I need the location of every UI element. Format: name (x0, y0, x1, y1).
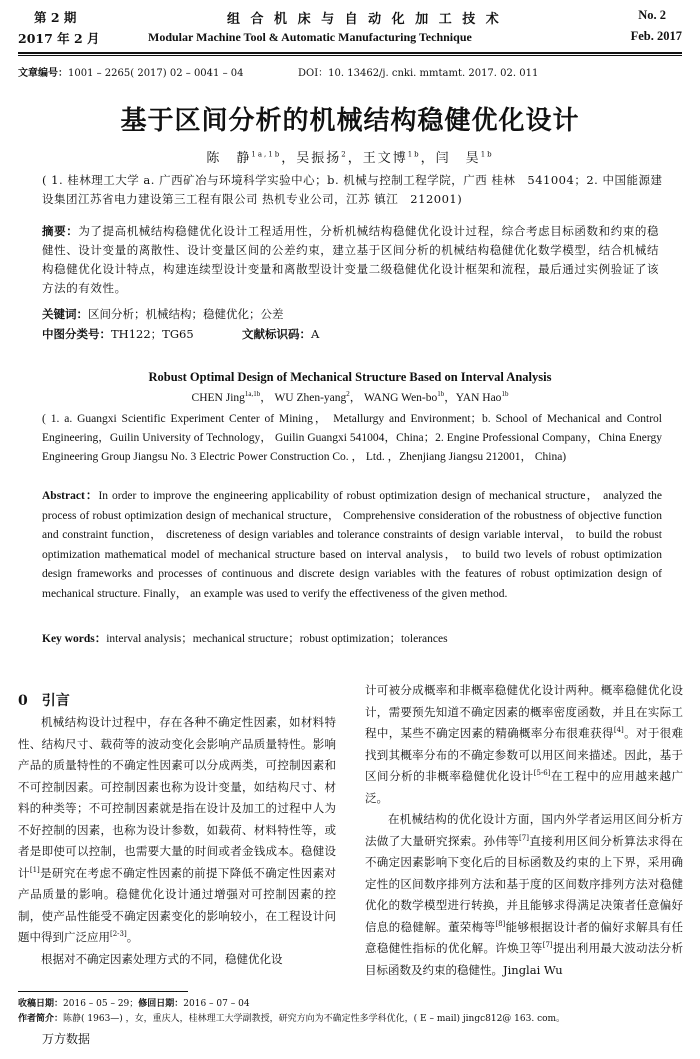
citation: [7] (542, 941, 553, 950)
footnote-author (18, 1011, 565, 1024)
keywords-en-text: interval analysis；mechanical structure；robust optimization；tolerances (106, 633, 448, 645)
citation: [4] (613, 726, 624, 735)
clc-value: TH122；TG65 (111, 327, 194, 341)
article-number-value: 1001 – 2265( 2017) 02 – 0041 – 04 (68, 68, 244, 79)
body-paragraph: 计可被分成概率和非概率稳健优化设计两种。概率稳健优化设计，需要预先知道不确定因素的概率密度函数，并且在实际工程中，某些不确定因素的精确概率分布很难获得[4]。对于很难找到其概率分布的不确定参数可以用区间来描述。因此，基于区间分析的非概率稳健优化设计[5-6]在工程中的应用越来越广泛。 (365, 683, 684, 805)
author-info-text: 陈静( 1963—) ，女，重庆人，桂林理工大学副教授，研究方向为不确定性多学科优化，( E – mail) jingc812@ 163. com。 (63, 1014, 566, 1024)
citation: [1] (29, 865, 40, 874)
abstract-en-label: Abstract： (42, 490, 99, 502)
affiliations-cn: ( 1. 桂林理工大学 a. 广西矿冶与环境科学实验中心；b. 机械与控制工程学院，广西 桂林 541004；2. 中国能源建设集团江苏省电力建设第三工程有限公司 热机专业公司，江苏 镇江 212001) (42, 173, 663, 206)
abstract-cn-label: 摘要： (42, 224, 79, 238)
section-heading-introduction: 0 引言 (18, 693, 70, 709)
authors-en (0, 389, 700, 405)
header-issue-cn: 第 2 期 (34, 10, 77, 25)
revised-label: 修回日期： (138, 999, 184, 1009)
author-en-3: WANG Wen-$bo^{1b}$， (363, 390, 456, 404)
document-code (242, 326, 319, 342)
article-number (18, 64, 243, 79)
keywords-en (42, 630, 662, 646)
author-en-1: CHEN Jing$^{1a,1b}$， (191, 390, 275, 404)
citation: [7] (519, 833, 529, 842)
footnote-rule (18, 991, 188, 992)
author-cn-3: 王文博$^{1b}$， (362, 150, 436, 166)
citation: [5-6] (533, 769, 551, 778)
keywords-cn-text: 区间分析；机械结构；稳健优化；公差 (88, 307, 284, 321)
header-rule-thick (18, 52, 682, 54)
received-date: 2016 – 05 – 29； (63, 999, 139, 1009)
body-paragraph: 在机械结构的优化设计方面，国内外学者运用区间分析方法做了大量研究探索。孙伟等[7]直接利用区间分析算法求得在不确定因素影响下变化后的目标函数及约束的上下界，采用确定性的区间数序排列方法和基于度的区间数序排列方法对稳健优化的数学模型进行转换，并且能够求得满足决策者任意偏好信息的稳健解。董荣梅等[8]能够根据设计者的偏好求解具有任意稳健性指标的优化解。许焕卫等[7]提出利用最大波动法分析目标函数及约束的稳健性。Jinglai Wu (365, 812, 684, 977)
document-code-label: 文献标识码： (242, 327, 311, 341)
author-cn-4: 闫 昊$^{1b}$ (435, 150, 494, 166)
clc-label: 中图分类号： (42, 327, 111, 341)
abstract-cn-text: 为了提高机械结构稳健优化设计工程适用性，分析机械结构稳健优化设计过程，综合考虑目标函数和约束的稳健性、设计变量的离散性、设计变量区间的公差约束，建立基于区间分析的机械结构稳健优化数学模型，结合机械结构稳健优化设计特点，构建连续型设计变量和离散型设计变量二级稳健优化设计框架和流程，最后通过实例验证了该方法的有效性。 (42, 224, 660, 295)
header-journal-cn: 组 合 机 床 与 自 动 化 加 工 技 术 (227, 12, 502, 27)
doi: DOI：10. 13462/j. cnki. mmtamt. 2017. 02. 011 (298, 68, 539, 79)
citation: [2-3] (110, 930, 127, 939)
affiliations-en: ( 1. a. Guangxi Scientific Experiment Center of Mining， Metallurgy and Environment；b. School of Mechanical and Control Engineering，Guilin University of Technology， Guilin Guangxi 541004，China；2. Engine Professional Company，China Energy Engineering Group Jiangsu No. 3 Electric Power Construction Co. ， Ltd. ，Zhenjiang Jiangsu 212001， China) (42, 413, 662, 463)
clc-number (42, 326, 194, 342)
revised-date: 2016 – 07 – 04 (183, 999, 250, 1009)
received-label: 收稿日期： (18, 999, 64, 1009)
body-left-column (18, 712, 336, 970)
authors-cn (0, 147, 700, 166)
keywords-en-label: Key words： (42, 633, 107, 645)
body-paragraph: 机械结构设计过程中，存在各种不确定性因素，如材料特性、结构尺寸、载荷等的波动变化会影响产品质量特性。影响产品的质量特性的不确定性因素可以分成两类，可控制因素和不可控制因素。可控制因素也称为设计变量，如结构尺寸、材料的种类等；不可控制因素就是指在设计及加工的过程中人为不好控制的因素，也称为设计参数，如载荷、材料特性等，或者是即使可以控制，也需要大量的时间或者金钱成本。稳健设计[1]是研究在考虑不确定性因素的前提下降低不确定性因素对产品质量的影响。稳健优化设计通过增强对可控制因素的控制，使产品性能受不确定因素变化的影响较小，在工程设计问题中得到广泛应用[2-3]。 (18, 715, 337, 944)
keywords-cn (42, 305, 668, 324)
header-rule-thin (18, 55, 682, 56)
abstract-cn (42, 222, 668, 298)
abstract-en (42, 487, 662, 604)
abstract-en-text: In order to improve the engineering applicability of robust optimization design of mechanical structure， analyzed the process of robust optimization design of mechanical structure， Comprehensive consideration of the robustness of objective function and constraint function， discreteness of design variables and tolerance constraints of design variable interval， to build the robust optimization mathematical model of mechanical structure based on interval analysis， to build two levels of robust optimization design frameworks and processes of continuous and discrete design variables with the features of robust optimization design of mechanical structure. Finally， an example was used to verify the effectiveness of the given method. (42, 490, 662, 600)
author-cn-2: 吴振扬$^2$， (296, 150, 363, 166)
title-en: Robust Optimal Design of Mechanical Structure Based on Interval Analysis (148, 370, 552, 384)
author-cn-1: 陈 静$^{1a,1b}$， (206, 150, 297, 166)
header-issue-en: No. 2 (638, 8, 666, 22)
title-cn: 基于区间分析的机械结构稳健优化设计 (120, 106, 580, 136)
author-en-4: YAN Hao$^{1b}$ (455, 390, 509, 404)
header-journal-en: Modular Machine Tool & Automatic Manufacturing Technique (148, 30, 472, 44)
author-info-label: 作者简介： (18, 1014, 64, 1024)
keywords-cn-label: 关键词： (42, 307, 88, 321)
citation: [8] (495, 919, 506, 928)
footnote-dates (18, 996, 250, 1009)
document-code-value: A (311, 327, 320, 341)
author-en-2: WU Zhen-yang$^2$， (274, 390, 364, 404)
watermark-wanfang: 万方数据 (42, 1032, 91, 1046)
header-date-cn: 2017 年 2 月 (18, 31, 100, 46)
body-right-column (365, 680, 683, 981)
article-number-label: 文章编号： (18, 68, 68, 79)
body-paragraph: 根据对不确定因素处理方式的不同，稳健优化设 (41, 951, 283, 966)
header-date-en: Feb. 2017 (630, 29, 682, 43)
